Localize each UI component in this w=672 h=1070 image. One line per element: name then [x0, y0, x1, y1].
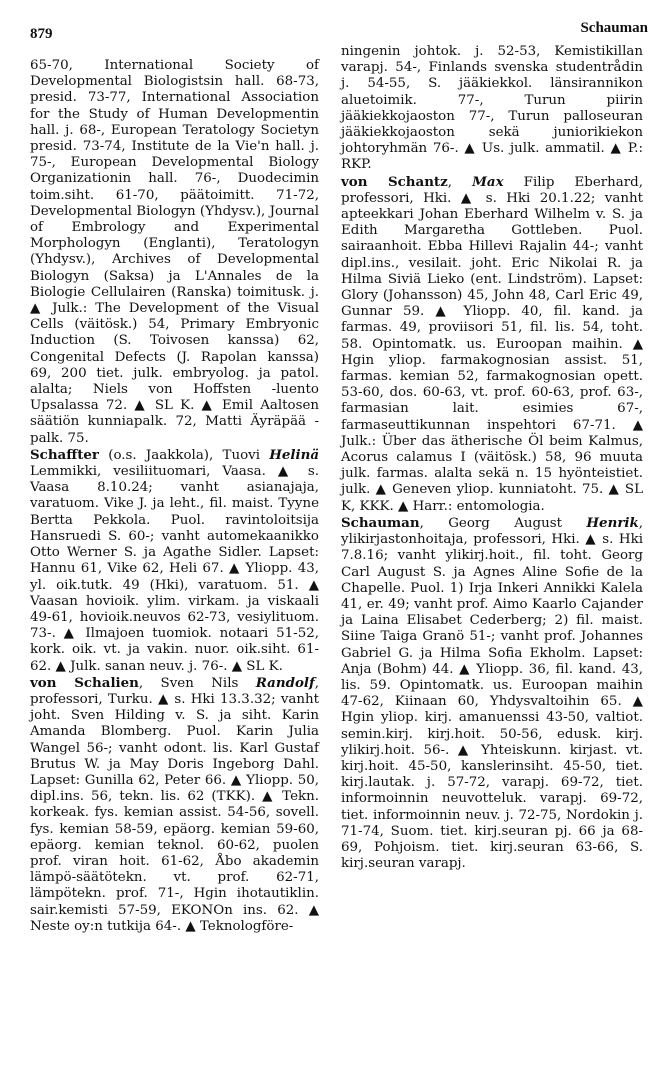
- entry-body: Lemmikki, vesiliituomari, Vaasa. ▲ s. Vaasa 8.10.24; vanht asianajaja, varatuom. Vike J. ja leht., fil. maist. Tyyne Bertta Pekkola. Puol. ravintoloitsija Hansruedi S. 60-; vanht automekaanikko Otto Werner S. ja Agathe Sidler. Lapset: Hannu 61, Vike 62, Heli 67. ▲ Yliopp. 43, yl. oik.tutk. 49 (Hki), varatuom. 51. ▲ Vaasan hovioik. ylim. virkam. ja viskaali 49-61, hovioik.neuvos 62-73, vesiylituom. 73-. ▲ Ilmajoen tuomiok. notaari 51-52, kork. oik. vt. ja vakin. nuor. oik.siht. 61-62. ▲ Julk. sanan neuv. j. 76-. ▲ SL K.: [30, 464, 319, 674]
- entry-body: Filip Eberhard, professori, Hki. ▲ s. Hki 20.1.22; vanht apteekkari Johan Eberhard Wilhelm v. S. ja Edith Margaretha Gottleben. Puol. sairaanhoit. Ebba Hillevi Rajalin 44-; vanht dipl.ins., vesilait. joht. Eric Nikolai R. ja Hilma Siviä Lieko (ent. Lindström). Lapset: Glory (Johansson) 45, John 48, Carl Eric 49, Gunnar 59. ▲ Yliopp. 40, fil. kand. ja farmas. 49, proviisori 51, fil. lis. 54, toht. 58. Opintomatk. us. Euroopan maihin. ▲ Hgin yliop. farmakognosian assist. 51, farmas. kemian 52, farmakognosian opett. 53-60, dos. 60-63, vt. prof. 60-63, prof. 63-, farmasian lait. esimies 67-, farmaseuttikunnan inspehtori 67-71. ▲ Julk.: Über das ätherische Öl beim Kalmus, Acorus calamus I (väitösk.) 58, 96 muuta julk. farmas. alalta sekä n. 15 hyönteistiet. julk. ▲ Geneven yliop. kunniatoht. 75. ▲ SL K, KKK. ▲ Harr.: entomologia.: [341, 174, 644, 514]
- entry-von-schantz: [341, 174, 643, 515]
- entry-von-schalien: [30, 675, 319, 935]
- entry-callname: Henrik: [586, 514, 639, 531]
- entry-callname: Helinä: [269, 446, 319, 463]
- left-column: [30, 58, 319, 935]
- entry-schaffter: [30, 447, 319, 675]
- entry-given-names: , Sven Nils: [138, 675, 256, 691]
- entry-callname: Max: [472, 173, 504, 190]
- entry-headword: von Schantz: [341, 173, 448, 190]
- page-number: 879: [30, 26, 53, 42]
- running-head: Schauman: [580, 20, 648, 36]
- entry-continuation: [30, 58, 319, 447]
- entry-headword: von Schalien: [30, 674, 139, 691]
- entry-given-names: , Georg August: [419, 515, 587, 531]
- entry-headword: Schaffter: [30, 446, 99, 463]
- entry-callname: Randolf: [255, 674, 315, 691]
- entry-body: , ylikirjastonhoitaja, professori, Hki. ▲ s. Hki 7.8.16; vanht ylikirj.hoit., fil. toht. Georg Carl August S. ja Agnes Aline Sofie de la Chapelle. Puol. 1) Irja Inkeri Annikki Kalela 41, er. 49; vanht prof. Aimo Kaarlo Cajander ja Laina Elisabet Cederberg; 2) fil. maist. Siine Taiga Granö 51-; vanht prof. Johannes Gabriel G. ja Hilma Sofia Ekholm. Lapset: Anja (Bohm) 44. ▲ Yliopp. 36, fil. kand. 43, lis. 59. Opintomatk. us. Euroopan maihin 47-62, Kiinaan 60, Yhdysvaltoihin 65. ▲ Hgin yliop. kirj. amanuenssi 43-50, valtiot. semin.kirj. kirj.hoit. 50-56, edusk. kirj. ylikirj.hoit. 56-. ▲ Yhteiskunn. kirjast. vt. kirj.hoit. 45-50, kanslerinsiht. 45-50, tiet. kirj.lautak. j. 57-72, varapj. 69-72, tiet. informoinnin neuvotteluk. varapj. 69-72, tiet. informoinnin neuv. j. 72-75, Nordokin j. 71-74, Suom. tiet. kirj.seuran pj. 66 ja 68-69, Pohjoism. tiet. kirj.seuran 63-66, S. kirj.seuran varapj.: [341, 515, 643, 872]
- entry-headword: Schauman: [341, 514, 420, 531]
- entry-given-names: ,: [447, 174, 473, 190]
- entry-body: , professori, Turku. ▲ s. Hki 13.3.32; vanht joht. Sven Hilding v. S. ja siht. Karin Amanda Blomberg. Puol. Karin Julia Wangel 56-; vanht odont. lis. Karl Gustaf Brutus W. ja May Doris Ingeborg Dahl. Lapset: Gunilla 62, Peter 66. ▲ Yliopp. 50, dipl.ins. 56, tekn. lis. 62 (TKK). ▲ Tekn. korkeak. fys. kemian assist. 54-56, sovell. fys. kemian 58-59, epäorg. kemian 59-60, epäorg. kemian teknol. 60-62, puolen prof. viran hoit. 61-62, Åbo akademin lämpö-säätötekn. vt. prof. 62-71, lämpötekn. prof. 71-, Hgin ihotautiklin. sair.kemisti 57-59, EKONOn ins. 62. ▲ Neste oy:n tutkija 64-. ▲ Teknologföre-: [30, 675, 320, 934]
- entry-body: ningenin johtok. j. 52-53, Kemistikillan varapj. 54-, Finlands svenska studentrådin j. 54-55, S. jääkiekkol. länsirannikon aluetoimik. 77-, Turun piirin jääkiekkojaoston 77-, Turun palloseuran jääkiekkojaoston sekä juniorikiekon johtoryhmän 76-. ▲ Us. julk. ammatil. ▲ P.: RKP.: [341, 44, 643, 173]
- entry-body: 65-70, International Society of Developmental Biologistsin hall. 68-73, presid. 73-77, International Association for the Study of Human Developmentin hall. j. 68-, European Teratology Societyn presid. 73-74, Institute de la Vie'n hall. j. 75-, European Developmental Biology Organizationin hall. 76-, Duodecimin toim.siht. 61-70, päätoimitt. 71-72, Developmental Biologyn (Yhdysv.), Journal of Embrology and Experimental Morphologyn (Englanti), Teratologyn (Yhdysv.), Archives of Developmental Biologyn (Saksa) ja L'Annales de la Biologie Cellulairen (Ranska) toimitusk. j. ▲ Julk.: The Development of the Visual Cells (väitösk.) 54, Primary Embryonic Induction (S. Toivosen kanssa) 62, Congenital Defects (J. Rapolan kanssa) 69, 200 tiet. julk. embryolog. ja patol. alalta; Niels von Hoffsten -luento Upsalassa 72. ▲ SL K. ▲ Emil Aaltosen säätiön kunniapalk. 72, Matti Äyräpää -palk. 75.: [30, 58, 319, 446]
- right-column: [341, 44, 643, 872]
- entry-given-names: (o.s. Jaakkola), Tuovi: [99, 447, 270, 463]
- entry-continuation: [341, 44, 643, 174]
- entry-schauman: [341, 515, 643, 872]
